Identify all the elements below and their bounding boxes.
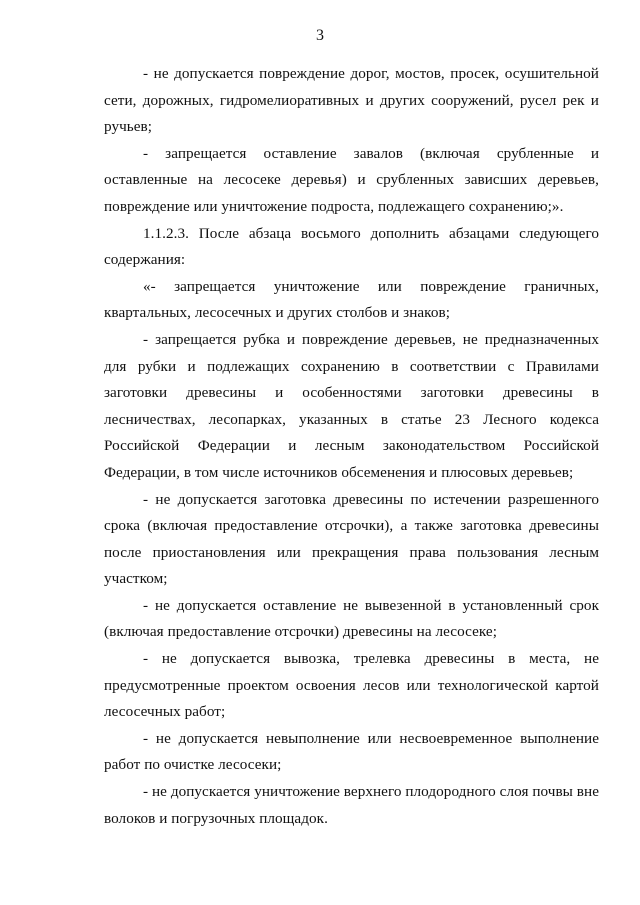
document-body [104,61,599,832]
paragraph-amendment-clause: 1.1.2.3. После абзаца восьмого дополнить абзацами следующего содержания: [104,224,599,269]
paragraph-debris-prohibition: - запрещается оставление завалов (включая срубленные и оставленные на лесосеке деревья) и срубленных зависших деревьев, повреждение или уничтожение подроста, подлежащего сохранению;». [104,144,599,215]
paragraph-boundary-markers: «- запрещается уничтожение или повреждение граничных, квартальных, лесосечных и других столбов и знаков; [104,277,599,322]
paragraph-cleanup: - не допускается невыполнение или несвоевременное выполнение работ по очистке лесосеки; [104,729,599,774]
paragraph-wood-left: - не допускается оставление не вывезенной в установленный срок (включая предоставление отсрочки) древесины на лесосеке; [104,596,599,641]
page-number: 3 [316,27,324,44]
paragraph-tree-felling: - запрещается рубка и повреждение деревьев, не предназначенных для рубки и подлежащих сохранению в соответствии с Правилами заготовки древесины и особенностями заготовки древесины в лесничествах, лесопарках, указанных в статье 23 Лесного кодекса Российской Федерации и лесным законодательством Российской Федерации, в том числе источников обсеменения и плюсовых деревьев; [104,330,599,481]
paragraph-topsoil: - не допускается уничтожение верхнего плодородного слоя почвы вне волоков и погрузочных площадок. [104,783,599,827]
paragraph-transport: - не допускается вывозка, трелевка древесины в места, не предусмотренные проектом освоения лесов или технологической картой лесосечных работ; [104,650,599,721]
paragraph-roads-damage: - не допускается повреждение дорог, мостов, просек, осушительной сети, дорожных, гидромелиоративных и других сооружений, русел рек и ручьев; [104,65,599,136]
paragraph-harvest-deadline: - не допускается заготовка древесины по истечении разрешенного срока (включая предоставление отсрочки), а также заготовка древесины после приостановления или прекращения права пользования лесным участком; [104,490,599,588]
